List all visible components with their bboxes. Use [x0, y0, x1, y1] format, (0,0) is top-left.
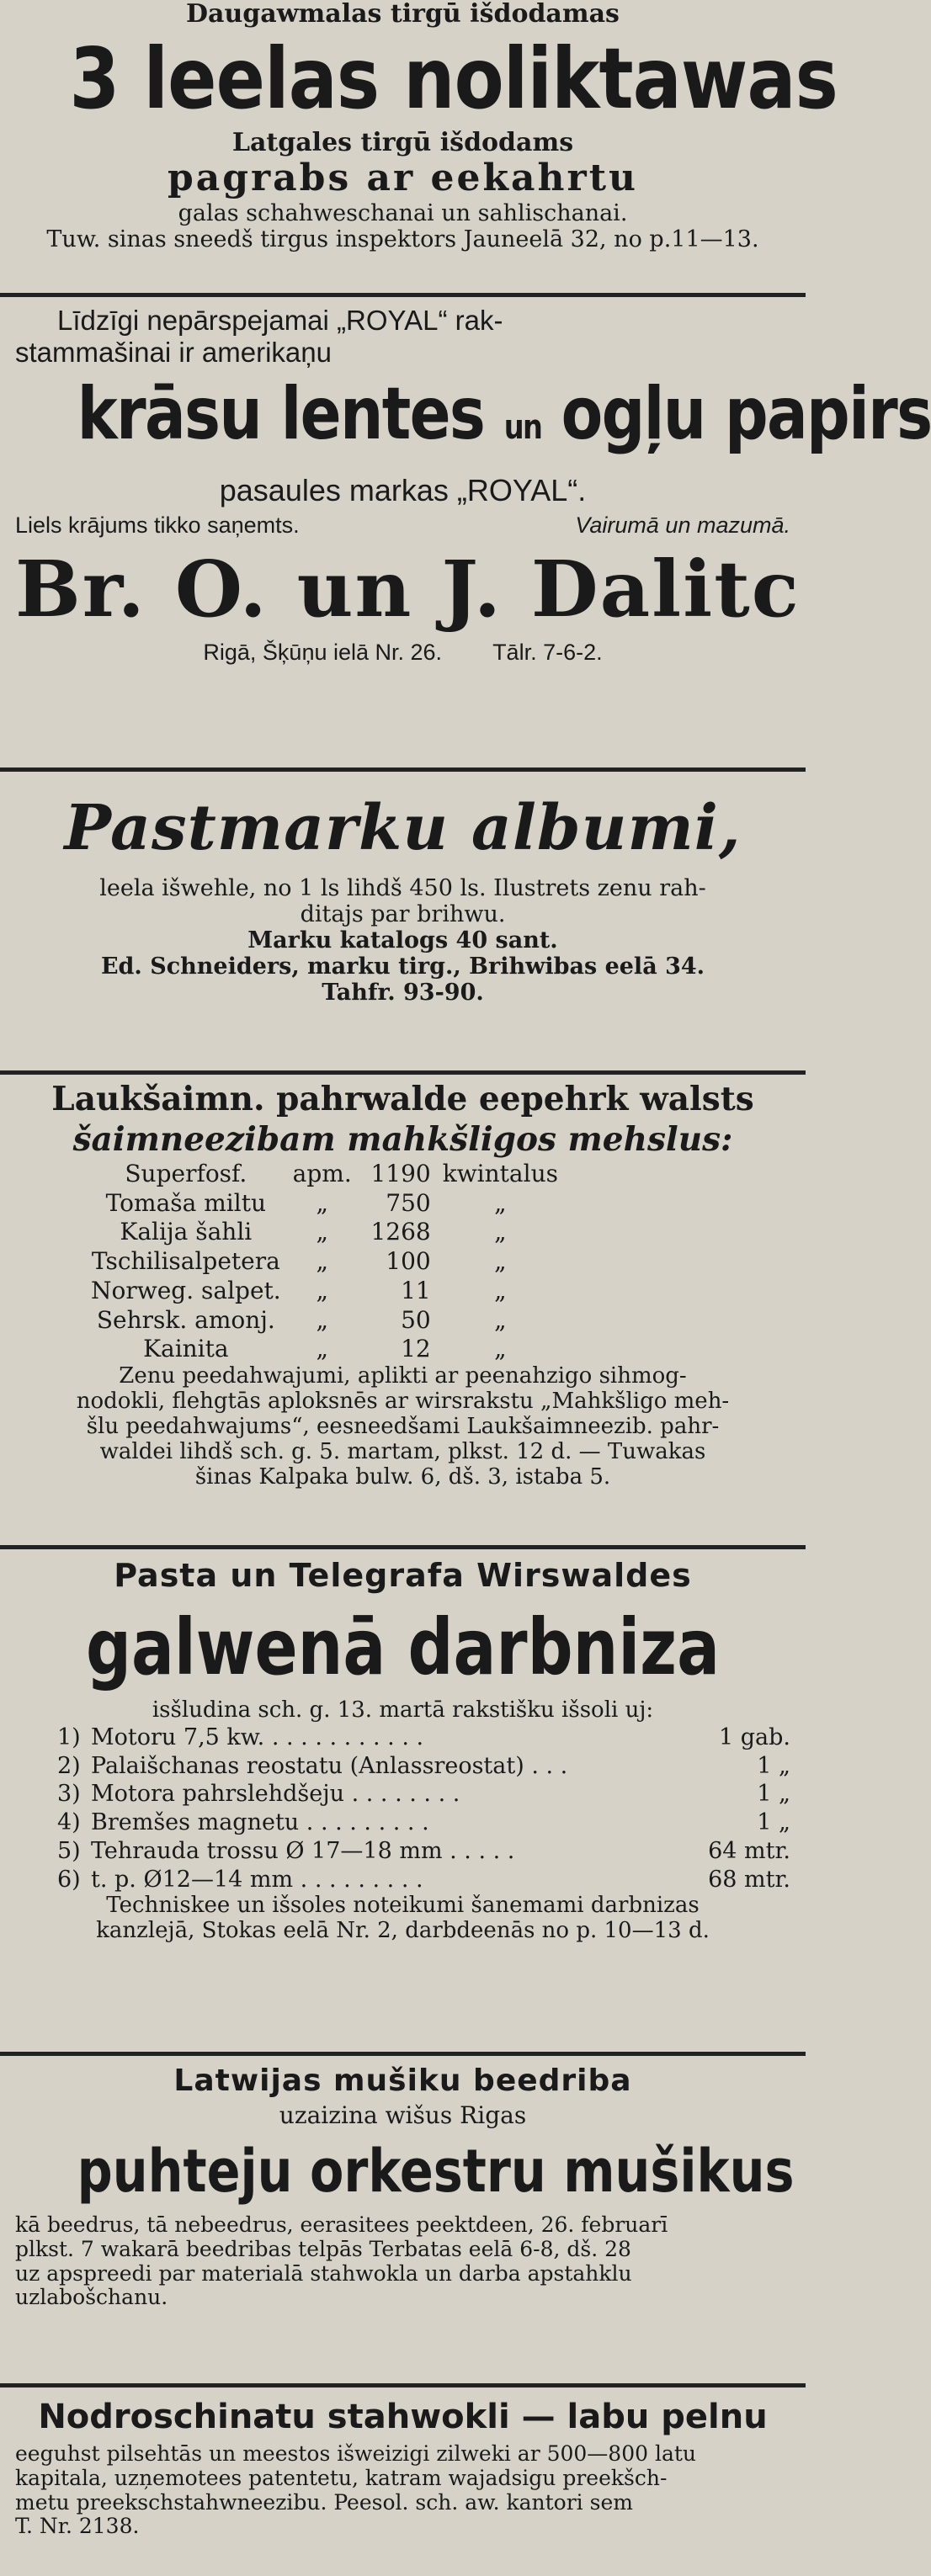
ad6-head1: Latwijas mušiku beedriba — [173, 2063, 632, 2098]
ad2-headline — [77, 369, 931, 473]
ad3-line3: Marku katalogs 40 sant. — [247, 927, 558, 954]
table-row: Superfosf. apm. 1190 kwintalus — [125, 1160, 558, 1187]
divider — [0, 767, 806, 772]
ad7-text4: T. Nr. 2138. — [15, 2514, 140, 2539]
fertilizer-table — [91, 1160, 570, 1364]
ad4-head2: šaimneezibam mahkšligos mehslus: — [72, 1120, 733, 1159]
ad-fertilizers — [0, 1079, 806, 1490]
ad7-text1: eeguhst pilsehtās un meestos išweizigi zilweki ar 500—800 latu — [15, 2441, 697, 2466]
ad1-line3: pagrabs ar eekahrtu — [167, 157, 639, 199]
divider — [0, 2052, 806, 2056]
ad6-text3: uz apspreedi par materialā stahwokla un darba apstahklu — [15, 2260, 632, 2286]
ad7-text2: kapitala, uzņemotees patentetu, katram wajadsigu preekšch- — [15, 2465, 668, 2490]
ad3-headline: Pastmarku albumi, — [64, 792, 742, 864]
ad6-text4: uzlabošchanu. — [15, 2285, 168, 2310]
ad5-headline: galwenā darbniza — [85, 1602, 720, 1692]
divider — [0, 1545, 806, 1549]
ad5-intro: isšludina sch. g. 13. martā rakstišku išsoli uj: — [152, 1697, 654, 1723]
ad2-line3: pasaules markas „ROYAL“. — [219, 472, 587, 507]
ad4-text2: nodokli, flehgtās aploksnēs ar wirsrakstu „Mahkšligo meh- — [76, 1388, 730, 1414]
ad2-address: Rigā, Šķūņu ielā Nr. 26. — [203, 640, 443, 666]
ad2-line2: stammašinai ir amerikaņu — [15, 336, 332, 368]
ad3-line2: ditajs par brihwu. — [300, 901, 506, 928]
ad2-phone: Tālr. 7-6-2. — [492, 640, 603, 666]
divider — [0, 2383, 806, 2387]
ad6-headline: puhteju orkestru mušikus — [77, 2137, 795, 2207]
ad2-headline-un: un — [503, 407, 542, 447]
ad-telegraph-workshop — [0, 1554, 806, 1944]
ad1-headline: 3 leelas noliktawas — [69, 29, 838, 128]
ad2-stock-right: Vairumā un mazumā. — [575, 513, 790, 539]
list-item: 6) t. p. Ø12—14 mm . . . . . . . . . 68 mtr. — [57, 1866, 790, 1893]
ad5-head1: Pasta un Telegrafa Wirswaldes — [114, 1557, 692, 1594]
ad5-text2: kanzlejā, Stokas eelā Nr. 2, darbdeenās no p. 10—13 d. — [96, 1918, 710, 1944]
list-item: 4) Bremšes magnetu . . . . . . . . . 1 „ — [57, 1809, 790, 1836]
ad2-headline-b: ogļu papirs — [561, 371, 931, 456]
ad-warehouses — [0, 0, 838, 252]
auction-list — [15, 1724, 790, 1894]
ad4-text1: Zenu peedahwajumi, aplikti ar peenahzigo sihmog- — [119, 1363, 687, 1389]
ad2-headline-a: krāsu lentes — [77, 371, 485, 456]
table-row: Tschilisalpetera „ 100 „ — [91, 1247, 507, 1276]
list-item: 3) Motora pahrslehdšeju . . . . . . . . 1 „ — [57, 1781, 790, 1808]
list-item: 5) Tehrauda trossu Ø 17—18 mm . . . . . 64 mtr. — [57, 1837, 790, 1864]
divider — [0, 1070, 806, 1075]
ad1-line1: Daugawmalas tirgū išdodamas — [186, 0, 620, 29]
table-row: Sehrsk. amonj. „ 50 „ — [96, 1305, 507, 1334]
ad1-line4: galas schahweschanai un sahlischanai. — [178, 199, 628, 226]
ad7-text3: metu preekschstahwneezibu. Peesol. sch. aw. kantori sem — [15, 2489, 633, 2515]
ad4-text3: šlu peedahwajums“, eesneedšami Laukšaimneezib. pahr- — [86, 1413, 720, 1439]
ad3-line1: leela išwehle, no 1 ls lihdš 450 ls. Ilustrets zenu rah- — [99, 875, 706, 901]
ad4-head1: Laukšaimn. pahrwalde eepehrk walsts — [51, 1080, 754, 1118]
table-row: Kainita „ 12 „ — [143, 1335, 507, 1363]
divider — [0, 293, 806, 297]
ad-royal — [0, 305, 931, 666]
table-row: Norweg. salpet. „ 11 „ — [91, 1276, 507, 1304]
ad6-head2: uzaizina wišus Rigas — [279, 2101, 527, 2129]
list-item: 2) Palaišchanas reostatu (Anlassreostat) . . . 1 „ — [57, 1752, 790, 1779]
ad1-line5: Tuw. sinas sneedš tirgus inspektors Jauneelā 32, no p.11—13. — [46, 226, 759, 252]
ad3-line5: Tahfr. 93-90. — [322, 980, 484, 1006]
ad4-text4: waldei lihdš sch. g. 5. martam, plkst. 12 d. — Tuwakas — [99, 1438, 706, 1464]
ad1-line2: Latgales tirgū išdodams — [231, 127, 574, 157]
ad7-head1: Nodroschinatu stahwokli — labu pelnu — [38, 2398, 768, 2436]
ad-stamp-albums — [0, 781, 806, 1006]
ad3-line4: Ed. Schneiders, marku tirg., Brihwibas eelā 34. — [100, 953, 705, 980]
list-item: 1) Motoru 7,5 kw. . . . . . . . . . . . 1 gab. — [57, 1724, 790, 1750]
ad2-firm: Br. O. un J. Dalitc — [15, 544, 801, 635]
ad2-line1: Līdzīgi nepārspejamai „ROYAL“ rak- — [57, 305, 503, 336]
ad5-text1: Techniskee un išsoles noteikumi šanemami darbnizas — [106, 1893, 700, 1919]
ad4-text5: šinas Kalpaka bulw. 6, dš. 3, istaba 5. — [194, 1463, 611, 1490]
ad2-address-row — [15, 640, 790, 666]
ad-musicians-society — [0, 2060, 806, 2310]
ad2-stock-row — [15, 507, 790, 539]
table-row: Tomaša miltu „ 750 „ — [105, 1188, 507, 1217]
ad6-text2: plkst. 7 wakarā beedribas telpās Terbatas eelā 6-8, dš. 28 — [15, 2236, 631, 2261]
ad6-text1: kā beedrus, tā nebeedrus, eerasitees peektdeen, 26. februarī — [15, 2212, 668, 2238]
table-row: Kalija šahli „ 1268 „ — [120, 1218, 507, 1246]
ad2-stock-left: Liels krājums tikko saņemts. — [15, 513, 300, 539]
ad-secure-positions — [0, 2392, 806, 2539]
